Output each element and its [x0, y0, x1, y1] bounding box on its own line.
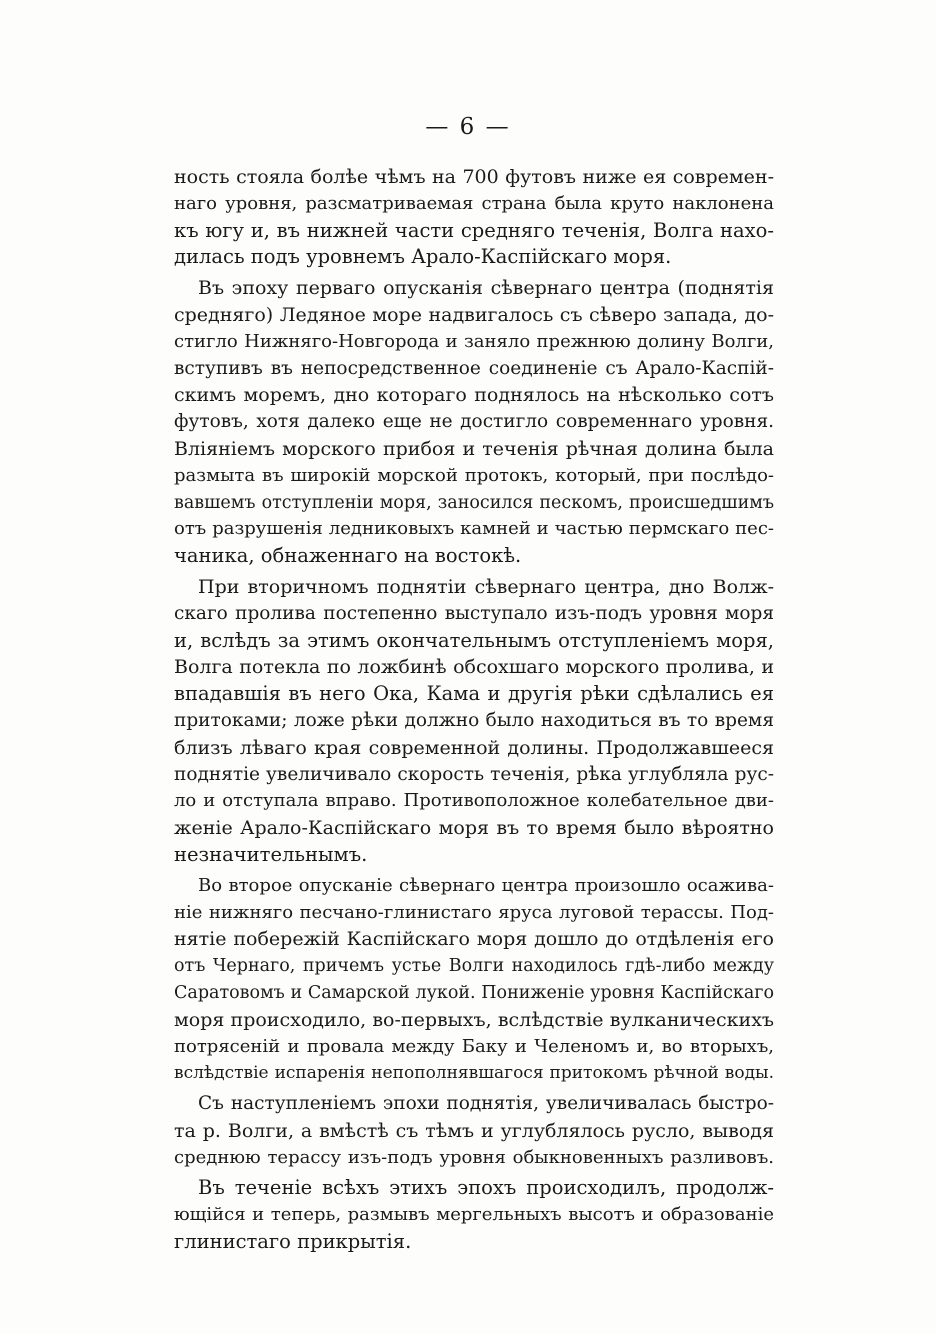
paragraph-3 [174, 574, 774, 869]
text-line: стигло Нижняго-Новгорода и заняло прежнюю долину Волги, [174, 330, 774, 352]
text-line: поднятіе увеличивало скорость теченія, рѣка углубляла рус- [174, 763, 774, 785]
text-line: незначительнымъ. [174, 842, 368, 866]
text-line: среднюю терассу изъ-подъ уровня обыкновенныхъ разливовъ. [174, 1146, 774, 1168]
text-line: вступивъ въ непосредственное соединеніе съ Арало-Каспій- [174, 357, 774, 379]
paragraph-6 [174, 1175, 774, 1255]
text-line: та р. Волги, а вмѣстѣ съ тѣмъ и углублялось русло, выводя [174, 1119, 774, 1142]
text-line: Волга потекла по ложбинѣ обсохшаго морского пролива, и [174, 656, 774, 679]
text-line: впадавшія въ него Ока, Кама и другія рѣки сдѣлались ея [174, 682, 774, 706]
text-line: вавшемъ отступленіи моря, заносился пескомъ, происшедшимъ [174, 492, 774, 513]
paragraph-2 [174, 275, 774, 570]
text-line: наго уровня, разсматриваемая страна была круто наклонена [174, 192, 774, 214]
paragraph-1 [174, 164, 774, 271]
text-line: Во второе опусканіе сѣвернаго центра произошло осажива- [198, 874, 774, 896]
text-line: ніе нижняго песчано-глинистаго яруса луговой терассы. Под- [174, 901, 774, 923]
text-line: и, вслѣдъ за этимъ окончательнымъ отступленіемъ моря, [174, 628, 774, 652]
text-line: къ югу и, въ нижней части средняго теченія, Волга нахо- [174, 218, 774, 242]
text-line: нятіе побережій Каспійскаго моря дошло до отдѣленія его [174, 928, 774, 951]
text-line: дилась подъ уровнемъ Арало-Каспійскаго моря. [174, 245, 672, 269]
text-line: вслѣдствіе испаренія непополнявшагося притокомъ рѣчной воды. [174, 1063, 774, 1084]
text-line: отъ Чернаго, причемъ устье Волги находилось гдѣ-либо между [174, 956, 774, 977]
text-line: чаника, обнаженнаго на востокѣ. [174, 544, 522, 568]
page-number: — 6 — [425, 114, 511, 140]
text-line: потрясеній и провала между Баку и Челеномъ и, во вторыхъ, [174, 1035, 774, 1057]
paragraph-5 [174, 1091, 774, 1171]
text-line: женіе Арало-Каспійскаго моря въ то время было вѣроятно [174, 817, 774, 840]
text-line: футовъ, хотя далеко еще не достигло современнаго уровня. [174, 411, 774, 433]
text-line: Въ теченіе всѣхъ этихъ эпохъ происходилъ, продолж- [198, 1176, 774, 1200]
text-line: ющійся и теперь, размывъ мергельныхъ высотъ и образованіе [174, 1204, 774, 1226]
text-line: скимъ моремъ, дно котораго поднялось на нѣсколько сотъ [174, 384, 774, 407]
text-line: Саратовомъ и Самарской лукой. Пониженіе уровня Каспійскаго [174, 982, 774, 1003]
text-line: размыта въ широкій морской протокъ, который, при послѣдо- [174, 464, 774, 486]
text-line: глинистаго прикрытія. [174, 1230, 412, 1254]
text-line: притоками; ложе рѣки должно было находиться въ то время [174, 709, 774, 731]
text-line: скаго пролива постепенно выступало изъ-подъ уровня моря [174, 602, 774, 624]
paragraph-4 [174, 873, 774, 1087]
body-text [174, 164, 774, 1256]
text-line: ность стояла болѣе чѣмъ на 700 футовъ ниже ея современ- [174, 166, 774, 188]
text-line: Вліяніемъ морского прибоя и теченія рѣчная долина была [174, 437, 774, 460]
text-line: При вторичномъ поднятіи сѣвернаго центра, дно Волж- [198, 575, 774, 598]
text-line: Съ наступленіемъ эпохи поднятія, увеличивалась быстро- [198, 1093, 774, 1115]
text-line: отъ разрушенія ледниковыхъ камней и частью пермскаго пес- [174, 518, 774, 540]
text-line: Въ эпоху перваго опусканія сѣвернаго центра (поднятія [198, 277, 774, 300]
text-line: средняго) Ледяное море надвигалось съ сѣверо запада, до- [174, 303, 774, 326]
text-line: ло и отступала вправо. Противоположное колебательное дви- [174, 790, 774, 812]
text-line: моря происходило, во-первыхъ, вслѣдствіе вулканическихъ [174, 1008, 774, 1031]
text-line: близъ лѣваго края современной долины. Продолжавшееся [174, 736, 774, 759]
